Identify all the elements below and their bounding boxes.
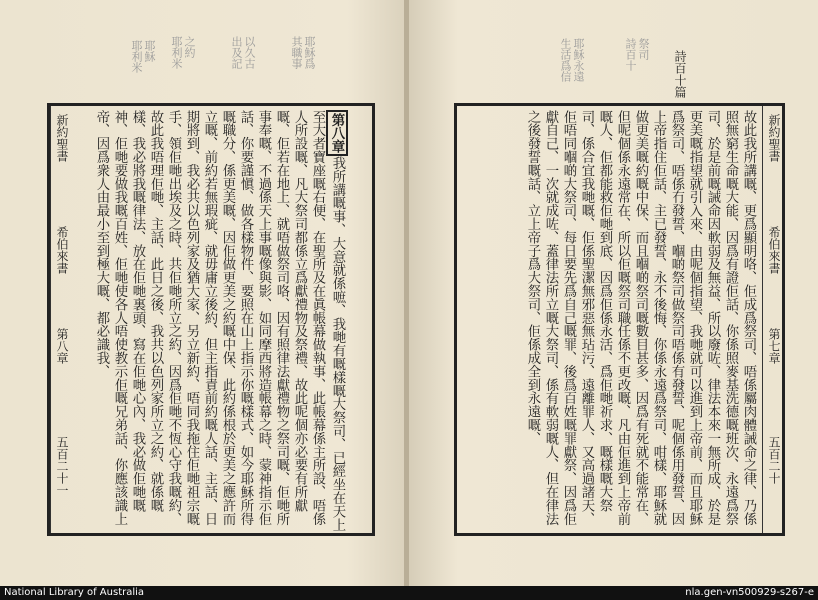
footer-bar xyxy=(0,586,818,600)
page-header-left xyxy=(50,106,70,533)
chapter-heading: 第八章 xyxy=(326,110,348,156)
bleed-through-text: 耶穌永遠 生活爲信 xyxy=(559,38,585,82)
header-title: 新約聖書 xyxy=(55,114,69,162)
header-book: 希伯來書 xyxy=(767,226,781,274)
page-number: 五百二十一 xyxy=(55,436,69,496)
page-number: 五百二十 xyxy=(767,436,781,484)
header-chapter: 第七章 xyxy=(767,328,781,364)
text-frame-left xyxy=(47,103,375,536)
right-page xyxy=(409,0,818,586)
chapter-text: 我所講嘅事、大意就係嗻、我哋有嘅樣嘅大祭司、已經坐在天上至大者寶座嘅右便、在聖所及在眞帳幕做執事、此帳幕係主所設、唔係人所設嘅、凡大祭司都係立爲獻禮物及祭禮、故此呢個亦必要有所獻嘅、佢若在地上、就唔做祭司咯、因有照律法獻禮物之祭司嘅、佢哋所事奉嘅、不過係天上事嘅像與影、如同摩西將造帳幕之時、蒙神指示佢話、你要謹愼、做各樣物件、要照在山上指示你嘅樣式、如今耶穌所得嘅職分、係更美嘅、因佢做更美之約嘅中保、此約係根於更美之應許而立嘅、前約若無瑕疵、就毋庸立後約、但主指責前約嘅人話、主話、日期將到、我必共以色列家及猶大家、另立新約、唔同我拖住佢哋祖宗嘅手、領佢哋出埃及之時、共佢哋所立之約、因爲佢哋不恆心守我嘅約、故此我唔理佢哋、主話、此日之後、我共以色列家所立之約、就係嘅樣、我必將我嘅律法、放在佢哋裏頭、寫在佢哋心內、我必做佢哋嘅神、佢哋要做我嘅百姓、佢哋使各人唔使教示佢嘅兄弟話、你應該識上帝、因爲衆人由最小至到極大嘅、都必識我、 xyxy=(94,110,345,532)
page-header-right xyxy=(762,106,782,533)
bleed-through-text: 以久古 出及記 xyxy=(230,36,256,69)
text-frame-right xyxy=(454,103,785,536)
bleed-through-text: 祭司 詩百十 xyxy=(624,38,650,71)
body-text-right: 故此我所講嘅、更爲顯明咯、佢成爲祭司、唔係屬肉體誡命之律、乃係照無窮生命嘅大能、因爲有證佢話、你係照麥基洗德嘅班次、永遠爲祭司、於是前嘅誡命因軟弱及無益、所以廢咗、律法本來一無所成、於是更美嘅指望就引入來、由呢個指望、我哋就可以進到上帝前、而且耶穌爲祭司、唔係冇發誓、嗰啲祭司做祭司唔係有發誓、呢個係用發誓、因上帝指住佢話、主已發誓、永不後悔、你係永遠爲祭司、咁樣、耶穌就做更美嘅約嘅中保、而且嗰啲祭司嘅數目甚多、因爲有死就不能常在、但呢個係永遠常在、所以佢嘅祭司職任係不更改嘅、凡由佢進到上帝前嘅人、佢都能救佢哋到底、因爲佢係永活、爲佢哋祈求、嘅樣嘅大祭司、係合宜我哋嘅、佢係聖潔無邪惡無玷污、遠離罪人、又高過諸天、佢唔同嗰啲大祭司、每日要先爲自己嘅罪、後爲百姓嘅罪獻祭、因爲佢獻自己、一次就成咗、蓋律法所立嘅大祭司、係有軟弱嘅人、但在律法之後發誓嘅話、立上帝子爲大祭司、佢係成全到永遠嘅、 xyxy=(525,110,756,526)
margin-annotation: 詩百十篇 xyxy=(673,50,687,98)
header-book: 希伯來書 xyxy=(55,226,69,274)
header-chapter: 第八章 xyxy=(55,328,69,364)
bleed-through-text: 耶穌 耶利米 xyxy=(130,40,156,73)
footer-identifier: nla.gen-vn500929-s267-e xyxy=(685,587,814,598)
left-page xyxy=(0,0,409,586)
bleed-through-text: 耶穌爲 其職事 xyxy=(290,36,316,69)
footer-credit: National Library of Australia xyxy=(4,587,145,598)
bleed-through-text: 之約 耶利米 xyxy=(170,36,196,69)
header-title: 新約聖書 xyxy=(767,114,781,162)
body-text-left xyxy=(74,110,348,533)
